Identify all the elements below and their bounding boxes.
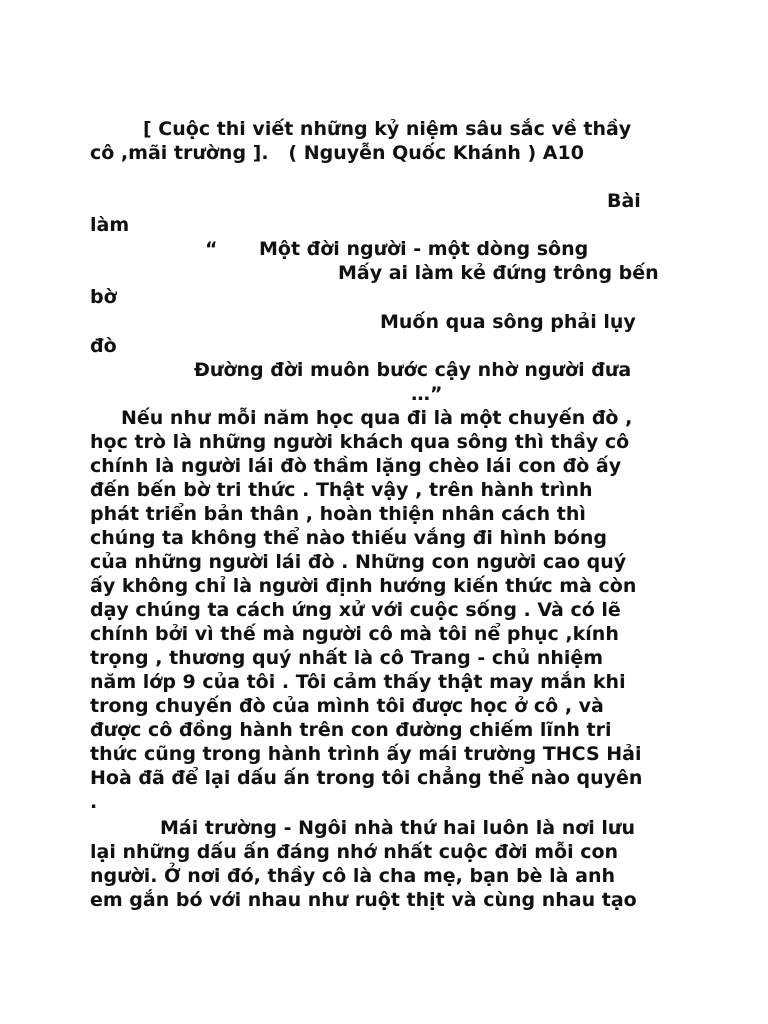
- poem-open-quote: “: [205, 238, 218, 260]
- paragraph-1-line: chính bởi vì thế mà người cô mà tôi nể phục ,kính: [90, 623, 619, 645]
- paragraph-1-line: ấy không chỉ là người định hướng kiến thức mà còn: [90, 575, 637, 597]
- paragraph-1-line: chính là người lái đò thầm lặng chèo lái con đò ấy: [90, 455, 622, 477]
- paragraph-2-line: người. Ở nơi đó, thầy cô là cha mẹ, bạn bè là anh: [90, 865, 615, 887]
- paragraph-2-line: lại những dấu ấn đáng nhớ nhất cuộc đời mỗi con: [90, 841, 619, 863]
- paragraph-1-line: thức cũng trong hành trình ấy mái trường THCS Hải: [90, 743, 642, 765]
- paragraph-1-line: trong chuyến đò của mình tôi được học ở cô , và: [90, 695, 604, 717]
- paragraph-1-line: đến bến bờ tri thức . Thật vậy , trên hành trình: [90, 479, 593, 501]
- poem-line-3: Muốn qua sông phải lụy: [380, 311, 636, 333]
- poem-line-3-wrap: đò: [90, 335, 117, 357]
- paragraph-1-line: dạy chúng ta cách ứng xử với cuộc sống . Và có lẽ: [90, 599, 621, 621]
- poem-line-2: Mấy ai làm kẻ đứng trông bến: [338, 262, 659, 284]
- paragraph-1-line: Hoà đã để lại dấu ấn trong tôi chẳng thể nào quyên: [90, 767, 643, 789]
- poem-line-4: Đường đời muôn bước cậy nhờ người đưa: [194, 359, 632, 381]
- paragraph-1-line: .: [90, 791, 98, 813]
- paragraph-1-line: Nếu như mỗi năm học qua đi là một chuyến đò ,: [121, 407, 633, 429]
- paragraph-1-line: học trò là những người khách qua sông thì thầy cô: [90, 431, 630, 453]
- paragraph-2-line: Mái trường - Ngôi nhà thứ hai luôn là nơi lưu: [160, 817, 635, 839]
- paragraph-1-line: trọng , thương quý nhất là cô Trang - chủ nhiệm: [90, 647, 604, 669]
- poem-line-1: Một đời người - một dòng sông: [259, 238, 589, 260]
- paragraph-1-line: của những người lái đò . Những con người cao quý: [90, 551, 627, 573]
- poem-line-2-wrap: bờ: [90, 286, 117, 308]
- bai-lam-heading-2: làm: [90, 214, 130, 236]
- bai-lam-heading-1: Bài: [607, 190, 641, 212]
- contest-title-line-2: cô ,mãi trường ]. ( Nguyễn Quốc Khánh ) A10: [90, 142, 584, 164]
- paragraph-1-line: năm lớp 9 của tôi . Tôi cảm thấy thật may mắn khi: [90, 671, 626, 693]
- paragraph-1-line: phát triển bản thân , hoàn thiện nhân cách thì: [90, 503, 586, 525]
- contest-title-line-1: [ Cuộc thi viết những kỷ niệm sâu sắc về thầy: [143, 118, 632, 140]
- poem-ellipsis: …”: [411, 383, 443, 405]
- paragraph-1-line: được cô đồng hành trên con đường chiếm lĩnh tri: [90, 719, 612, 741]
- paragraph-2-line: em gắn bó với nhau như ruột thịt và cùng nhau tạo: [90, 889, 637, 911]
- paragraph-1-line: chúng ta không thể nào thiếu vắng đi hình bóng: [90, 527, 607, 549]
